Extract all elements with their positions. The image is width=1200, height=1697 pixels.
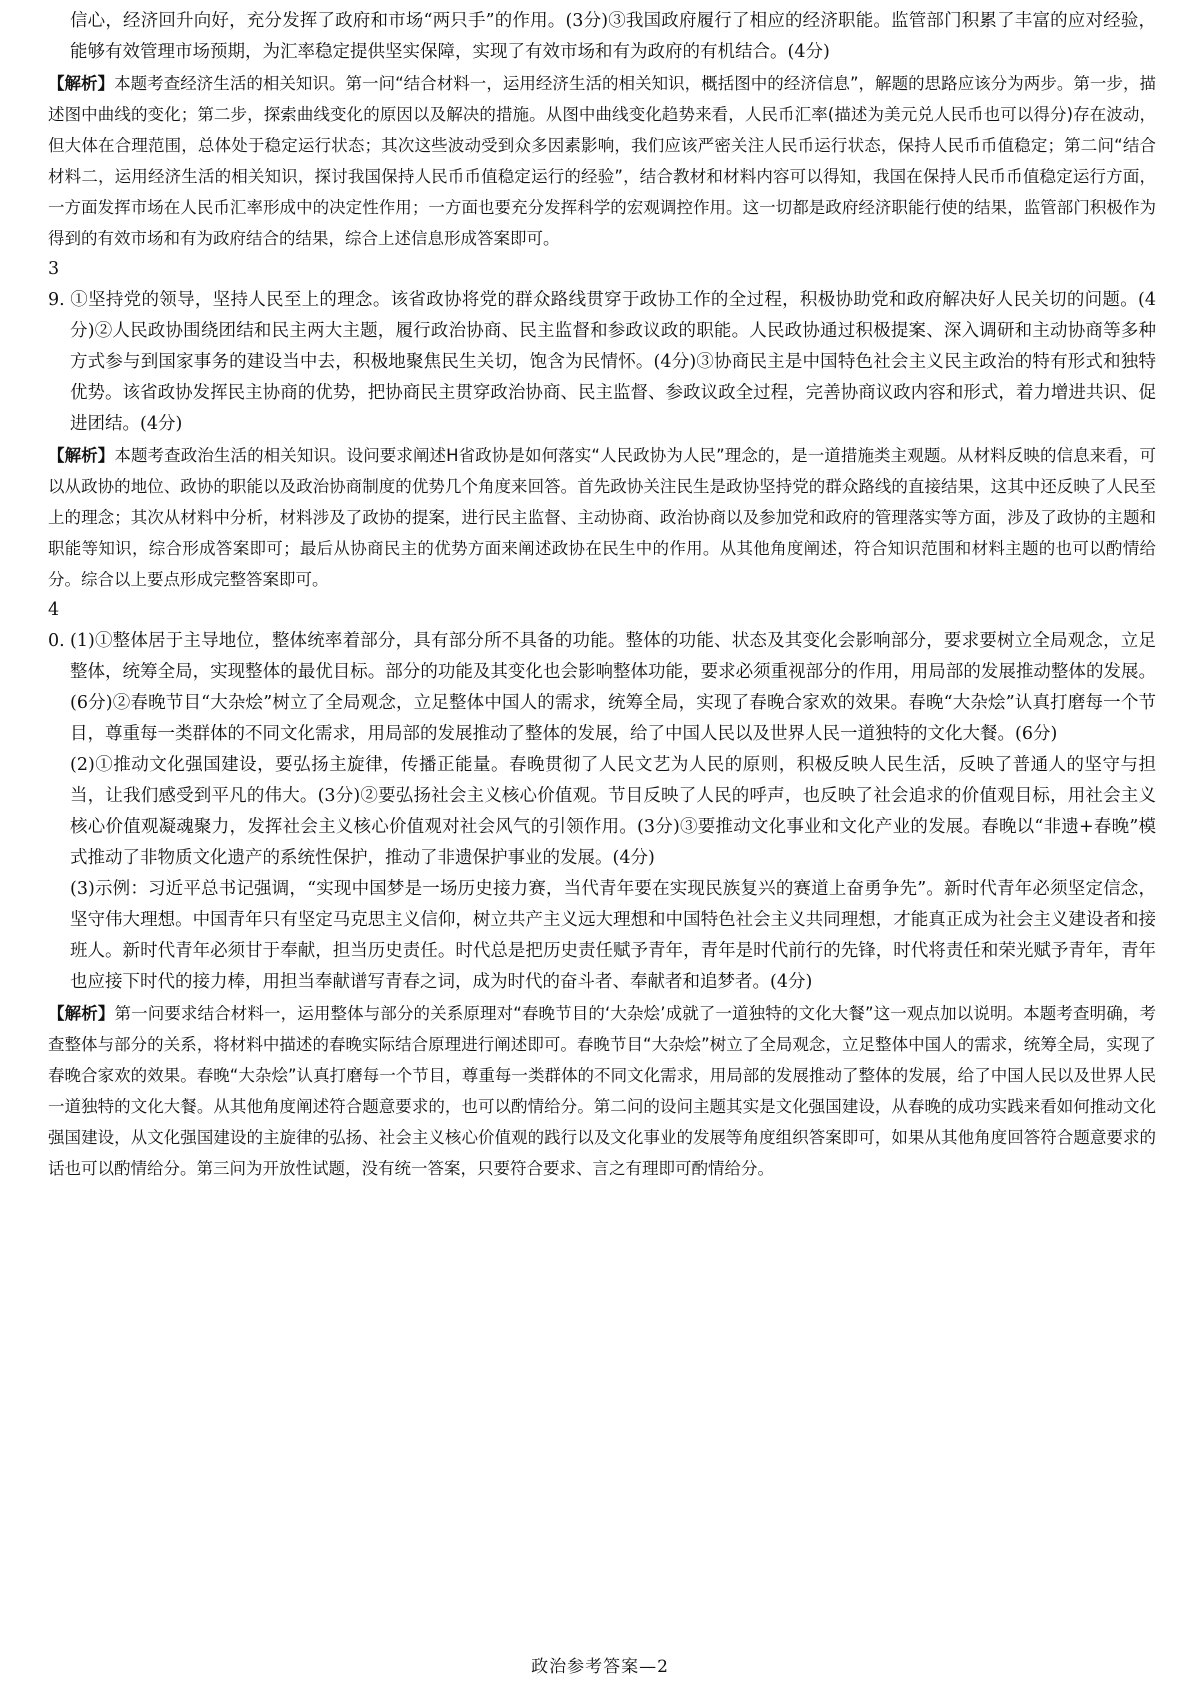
analysis-40 [48,998,1156,1184]
analysis-text: 本题考查经济生活的相关知识。第一问“结合材料一，运用经济生活的相关知识，概括图中的经济信息”，解题的思路应该分为两步。第一步，描述图中曲线的变化；第二步，探索曲线变化的原因以及解决的措施。从图中曲线变化趋势来看，人民币汇率(描述为美元兑人民币也可以得分)存在波动，但大体在合理范围，总体处于稳定运行状态；其次这些波动受到众多因素影响，我们应该严密关注人民币运行状态，保持人民币币值稳定；第二问“结合材料二，运用经济生活的相关知识，探讨我国保持人民币币值稳定运行的经验”，结合教材和材料内容可以得知，我国在保持人民币币值稳定运行方面，一方面发挥市场在人民币汇率形成中的决定性作用；一方面也要充分发挥科学的宏观调控作用。这一切都是政府经济职能行使的结果，监管部门积极作为得到的有效市场和有为政府结合的结果，综合上述信息形成答案即可。 [48,74,1156,248]
answer-40-part-2: (2)①推动文化强国建设，要弘扬主旋律，传播正能量。春晚贯彻了人民文艺为人民的原则，积极反映人民生活，反映了普通人的坚守与担当，让我们感受到平凡的伟大。(3分)②要弘扬社会主义核心价值观。节目反映了人民的呼声，也反映了社会追求的价值观目标，用社会主义核心价值观凝魂聚力，发挥社会主义核心价值观对社会风气的引领作用。(3分)③要推动文化事业和文化产业的发展。春晚以“非遗+春晚”模式推动了非物质文化遗产的系统性保护，推动了非遗保护事业的发展。(4分) [70,755,1156,868]
answer-text: (1)①整体居于主导地位，整体统率着部分，具有部分所不具备的功能。整体的功能、状态及其变化会影响部分，要求要树立全局观念，立足整体，统筹全局，实现整体的最优目标。部分的功能及其变化也会影响整体功能，要求必须重视部分的作用，用局部的发展推动整体的发展。(6分)②春晚节目“大杂烩”树立了全局观念，立足整体中国人的需求，统筹全局，实现了春晚合家欢的效果。春晚“大杂烩”认真打磨每一个节目，尊重每一类群体的不同文化需求，用局部的发展推动了整体的发展，给了中国人民以及世界人民一道独特的文化大餐。(6分) [70,631,1156,744]
analysis-label: 【解析】 [48,74,115,93]
answer-page [48,6,1156,1184]
analysis-38 [48,68,1156,254]
answer-38-continuation: 信心，经济回升向好，充分发挥了政府和市场“两只手”的作用。(3分)③我国政府履行了相应的经济职能。监管部门积累了丰富的应对经验，能够有效管理市场预期，为汇率稳定提供坚实保障，实现了有效市场和有为政府的有机结合。(4分) [70,11,1156,62]
answer-40-part-3: (3)示例：习近平总书记强调，“实现中国梦是一场历史接力赛，当代青年要在实现民族复兴的赛道上奋勇争先”。新时代青年必须坚定信念，坚守伟大理想。中国青年只有坚定马克思主义信仰，树立共产主义远大理想和中国特色社会主义共同理想，才能真正成为社会主义建设者和接班人。新时代青年必须甘于奉献，担当历史责任。时代总是把历史责任赋予青年，青年是时代前行的先锋，时代将责任和荣光赋予青年，青年也应接下时代的接力棒，用担当奉献谱写青春之词，成为时代的奋斗者、奉献者和追梦者。(4分) [70,879,1156,992]
answer-text: ①坚持党的领导，坚持人民至上的理念。该省政协将党的群众路线贯穿于政协工作的全过程，积极协助党和政府解决好人民关切的问题。(4分)②人民政协围绕团结和民主两大主题，履行政治协商、民主监督和参政议政的职能。人民政协通过积极提案、深入调研和主动协商等多种方式参与到国家事务的建设当中去，积极地聚焦民生关切，饱含为民情怀。(4分)③协商民主是中国特色社会主义民主政治的特有形式和独特优势。该省政协发挥民主协商的优势，把协商民主贯穿政治协商、民主监督、参政议政全过程，完善协商议政内容和形式，着力增进共识、促进团结。(4分) [70,290,1156,434]
question-number: 40. [48,600,65,651]
analysis-39 [48,440,1156,595]
answer-40-part-1 [48,595,1156,750]
analysis-label: 【解析】 [48,446,115,465]
analysis-label: 【解析】 [48,1004,115,1023]
analysis-text: 本题考查政治生活的相关知识。设问要求阐述H省政协是如何落实“人民政协为人民”理念的，是一道措施类主观题。从材料反映的信息来看，可以从政协的地位、政协的职能以及政治协商制度的优势几个角度来回答。首先政协关注民生是政协坚持党的群众路线的直接结果，这其中还反映了人民至上的理念；其次从材料中分析，材料涉及了政协的提案，进行民主监督、主动协商、政治协商以及参加党和政府的管理落实等方面，涉及了政协的主题和职能等知识，综合形成答案即可；最后从协商民主的优势方面来阐述政协在民生中的作用。从其他角度阐述，符合知识范围和材料主题的也可以酌情给分。综合以上要点形成完整答案即可。 [48,446,1156,589]
answer-39 [48,254,1156,440]
analysis-text: 第一问要求结合材料一，运用整体与部分的关系原理对“春晚节目的‘大杂烩’成就了一道独特的文化大餐”这一观点加以说明。本题考查明确，考查整体与部分的关系，将材料中描述的春晚实际结合原理进行阐述即可。春晚节目“大杂烩”树立了全局观念，立足整体中国人的需求，统筹全局，实现了春晚合家欢的效果。春晚“大杂烩”认真打磨每一个节目，尊重每一类群体的不同文化需求，用局部的发展推动了整体的发展，给了中国人民以及世界人民一道独特的文化大餐。从其他角度阐述符合题意要求的，也可以酌情给分。第二问的设问主题其实是文化强国建设，从春晚的成功实践来看如何推动文化强国建设，从文化强国建设的主旋律的弘扬、社会主义核心价值观的践行以及文化事业的发展等角度组织答案即可，如果从其他角度回答符合题意要求的话也可以酌情给分。第三问为开放性试题，没有统一答案，只要符合要求、言之有理即可酌情给分。 [48,1004,1156,1178]
question-number: 39. [48,259,65,310]
page-footer: 政治参考答案—2 [531,1657,669,1677]
